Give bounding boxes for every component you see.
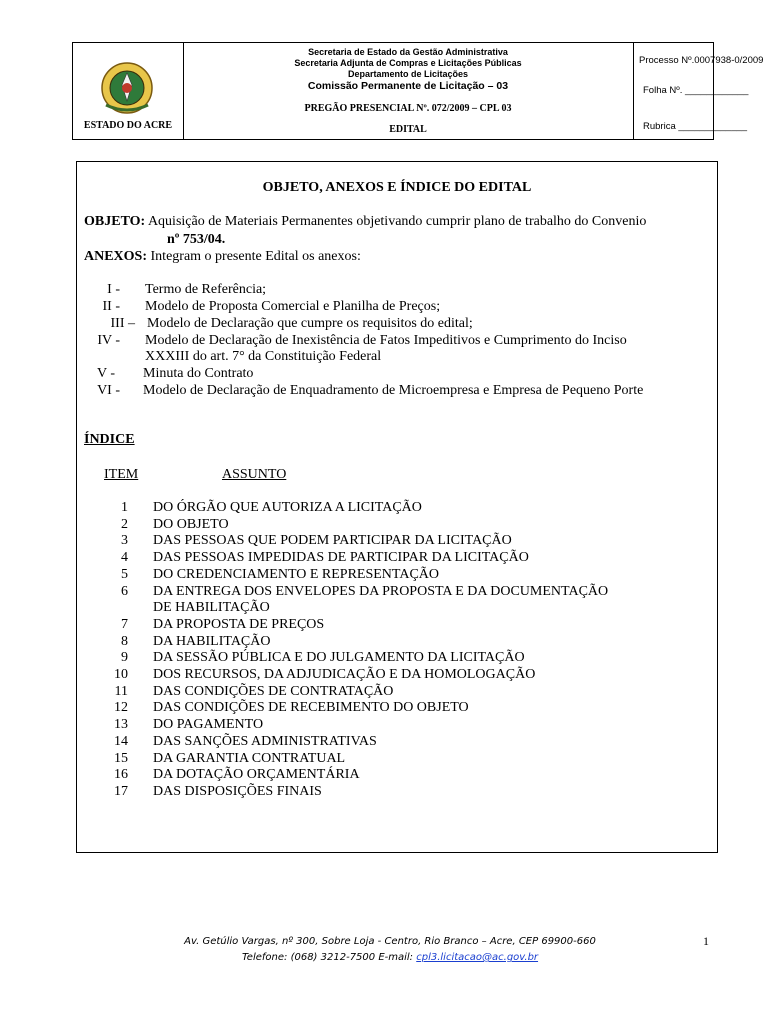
state-label: ESTADO DO ACRE [83, 120, 173, 131]
processo-number: Processo Nº.0007938-0/2009 [639, 55, 764, 66]
indice-subject: DAS CONDIÇÕES DE CONTRATAÇÃO [153, 684, 394, 699]
indice-number: 12 [114, 700, 128, 715]
anexo-text: Modelo de Declaração de Enquadramento de Microempresa e Empresa de Pequeno Porte [143, 383, 644, 398]
indice-subject: DA ENTREGA DOS ENVELOPES DA PROPOSTA E DA DOCUMENTAÇÃO [153, 584, 609, 599]
indice-subject: DO OBJETO [153, 517, 229, 532]
indice-heading: ÍNDICE [84, 432, 135, 447]
header-emblem-cell [73, 43, 184, 139]
org-line: Departamento de Licitações [347, 69, 469, 79]
indice-subject: DA PROPOSTA DE PREÇOS [153, 617, 325, 632]
indice-number: 2 [121, 517, 128, 532]
indice-number: 6 [121, 584, 128, 599]
indice-number: 17 [114, 784, 128, 799]
indice-subject: DO ÓRGÃO QUE AUTORIZA A LICITAÇÃO [153, 500, 422, 515]
anexo-number: V - [96, 366, 115, 381]
indice-number: 7 [121, 617, 128, 632]
header-process-cell [633, 43, 764, 139]
anexo-number: IV - [97, 333, 120, 348]
anexo-number: I - [107, 282, 120, 297]
footer-contact [150, 950, 630, 966]
page-footer [150, 934, 630, 966]
indice-number: 1 [121, 500, 128, 515]
folha-field: Folha Nº. ____________ [643, 85, 749, 96]
anexos-label: ANEXOS: [84, 249, 148, 264]
anexo-number: III – [110, 316, 135, 331]
footer-email-link[interactable]: cpl3.licitacao@ac.gov.br [416, 952, 539, 963]
state-coat-of-arms-icon [100, 61, 154, 115]
indice-subject: DAS CONDIÇÕES DE RECEBIMENTO DO OBJETO [153, 700, 469, 715]
indice-subject: DA HABILITAÇÃO [153, 634, 271, 649]
anexo-number: VI - [97, 383, 120, 398]
edital-content-box [76, 161, 718, 853]
anexo-text-continuation: XXXIII do art. 7° da Constituição Federal [145, 349, 382, 364]
indice-number: 4 [121, 550, 128, 565]
indice-number: 15 [114, 751, 128, 766]
indice-subject-continuation: DE HABILITAÇÃO [153, 600, 270, 615]
section-title: OBJETO, ANEXOS E ÍNDICE DO EDITAL [262, 180, 532, 195]
pregao-line: PREGÃO PRESENCIAL Nº. 072/2009 – CPL 03 [304, 103, 512, 114]
anexos-paragraph [84, 249, 361, 265]
objeto-paragraph [84, 214, 646, 230]
indice-subject: DAS SANÇÕES ADMINISTRATIVAS [153, 734, 377, 749]
indice-subject: DOS RECURSOS, DA ADJUDICAÇÃO E DA HOMOLOGAÇÃO [153, 667, 536, 682]
anexo-text: Termo de Referência; [145, 282, 267, 297]
indice-column-assunto: ASSUNTO [222, 467, 287, 482]
anexo-text: Modelo de Proposta Comercial e Planilha de Preços; [145, 299, 441, 314]
indice-subject: DO CREDENCIAMENTO E REPRESENTAÇÃO [153, 567, 440, 582]
indice-number: 16 [114, 767, 128, 782]
indice-number: 14 [114, 734, 128, 749]
org-line: Secretaria de Estado da Gestão Administrativa [308, 47, 508, 57]
rubrica-field: Rubrica _____________ [643, 121, 748, 132]
indice-number: 8 [121, 634, 128, 649]
indice-subject: DAS DISPOSIÇÕES FINAIS [153, 784, 322, 799]
org-line: Secretaria Adjunta de Compras e Licitações Públicas [294, 58, 522, 68]
anexo-text: Modelo de Declaração que cumpre os requisitos do edital; [147, 316, 473, 331]
anexo-text: Modelo de Declaração de Inexistência de Fatos Impeditivos e Cumprimento do Inciso [145, 333, 627, 348]
indice-number: 10 [114, 667, 128, 682]
header-organization-cell [183, 43, 634, 139]
objeto-text: Aquisição de Materiais Permanentes objetivando cumprir plano de trabalho do Convenio [147, 214, 647, 229]
objeto-label: OBJETO: [84, 214, 146, 229]
indice-number: 3 [121, 533, 128, 548]
indice-subject: DA SESSÃO PÚBLICA E DO JULGAMENTO DA LICITAÇÃO [153, 650, 525, 665]
page-number: 1 [703, 934, 709, 948]
anexo-text: Minuta do Contrato [143, 366, 254, 381]
indice-subject: DAS PESSOAS IMPEDIDAS DE PARTICIPAR DA LICITAÇÃO [153, 550, 529, 565]
document-header [72, 42, 764, 140]
indice-number: 11 [114, 684, 128, 699]
comissao-line: Comissão Permanente de Licitação – 03 [307, 80, 509, 92]
indice-number: 13 [114, 717, 128, 732]
edital-line: EDITAL [389, 124, 427, 135]
footer-address: Av. Getúlio Vargas, nº 300, Sobre Loja - Centro, Rio Branco – Acre, CEP 69900-660 [184, 936, 596, 947]
organization-lines [183, 47, 633, 93]
footer-phone: Telefone: (068) 3212-7500 E-mail: [241, 952, 414, 963]
indice-subject: DA DOTAÇÃO ORÇAMENTÁRIA [153, 767, 360, 782]
indice-subject: DAS PESSOAS QUE PODEM PARTICIPAR DA LICITAÇÃO [153, 533, 512, 548]
indice-number: 5 [121, 567, 128, 582]
anexos-text: Integram o presente Edital os anexos: [150, 249, 361, 264]
anexo-number: II - [102, 299, 120, 314]
indice-subject: DO PAGAMENTO [153, 717, 264, 732]
indice-column-item: ITEM [104, 467, 139, 482]
indice-number: 9 [121, 650, 128, 665]
indice-subject: DA GARANTIA CONTRATUAL [153, 751, 346, 766]
objeto-text-continuation: nº 753/04. [167, 232, 226, 247]
